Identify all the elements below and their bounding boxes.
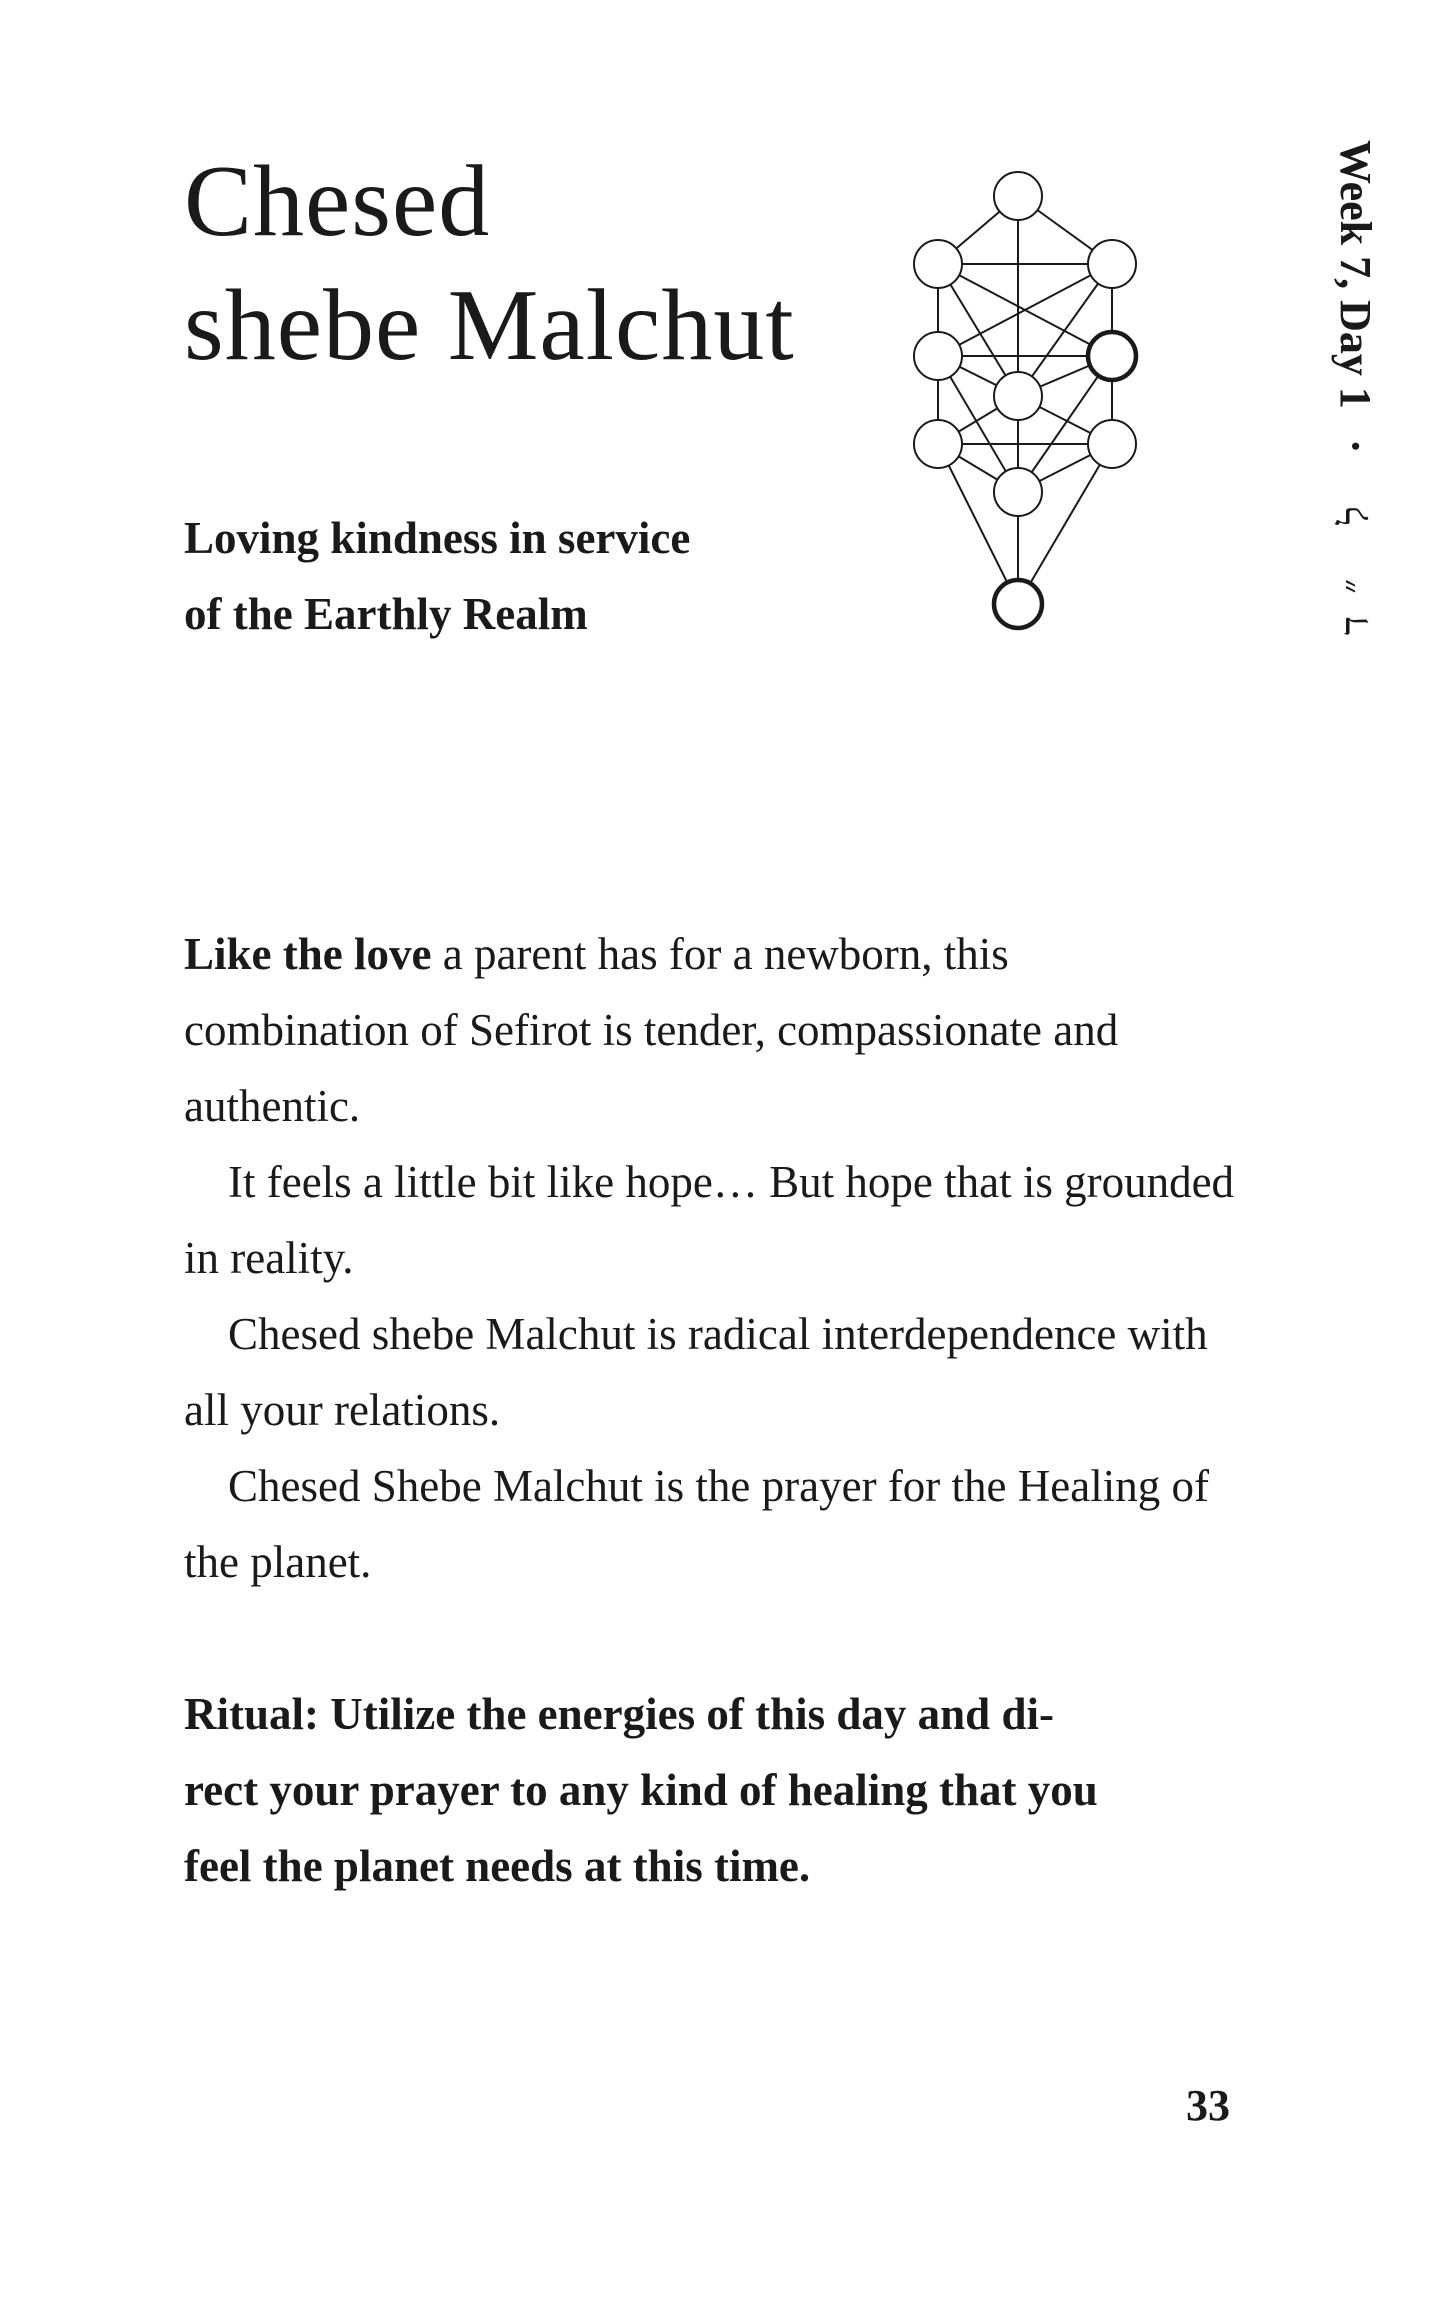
paragraph-4: Chesed Shebe Malchut is the prayer for the Healing of the planet. <box>184 1461 1209 1587</box>
paragraph-1-lead: Like the love <box>184 929 432 979</box>
tree-nodes <box>914 172 1136 628</box>
sefira-chesed <box>1088 332 1136 380</box>
paragraph-3: Chesed shebe Malchut is radical interdependence with all your relations. <box>184 1309 1208 1435</box>
sefira-hod <box>914 420 962 468</box>
page-number: 33 <box>1186 2081 1230 2130</box>
side-label <box>1331 140 1380 635</box>
sefira-binah <box>914 240 962 288</box>
sefira-yesod <box>994 468 1042 516</box>
page-subtitle <box>184 500 690 652</box>
paragraph-2: It feels a little bit like hope… But hope that is grounded in reality. <box>184 1157 1235 1283</box>
tree-of-life-diagram <box>880 160 1180 640</box>
sefira-tiferet <box>994 372 1042 420</box>
sefira-gevurah <box>914 332 962 380</box>
paragraph-1-rest: a parent has for a newborn, this combination of Sefirot is tender, compassionate and authentic. <box>184 929 1119 1131</box>
separator-dot: · <box>1331 438 1380 454</box>
sefira-malchut <box>994 580 1042 628</box>
ritual-text <box>184 1676 1244 1904</box>
sefira-chochmah <box>1088 240 1136 288</box>
title-line-1: Chesed <box>184 145 491 258</box>
hebrew-day-label: ל ״ד <box>1332 483 1377 635</box>
ritual-line-2: rect your prayer to any kind of healing that you <box>184 1765 1098 1815</box>
paragraph-1 <box>184 916 1244 1144</box>
page-title <box>184 140 795 388</box>
ritual-line-1: Ritual: Utilize the energies of this day and di- <box>184 1689 1054 1739</box>
sefira-netzach <box>1088 420 1136 468</box>
sefira-keter <box>994 172 1042 220</box>
ritual-line-3: feel the planet needs at this time. <box>184 1841 811 1891</box>
title-line-2: shebe Malchut <box>184 269 795 382</box>
week-day-label: Week 7, Day 1 <box>1331 140 1380 409</box>
subtitle-line-1: Loving kindness in service <box>184 513 691 563</box>
body-text <box>184 916 1244 1600</box>
subtitle-line-2: of the Earthly Realm <box>184 589 588 639</box>
